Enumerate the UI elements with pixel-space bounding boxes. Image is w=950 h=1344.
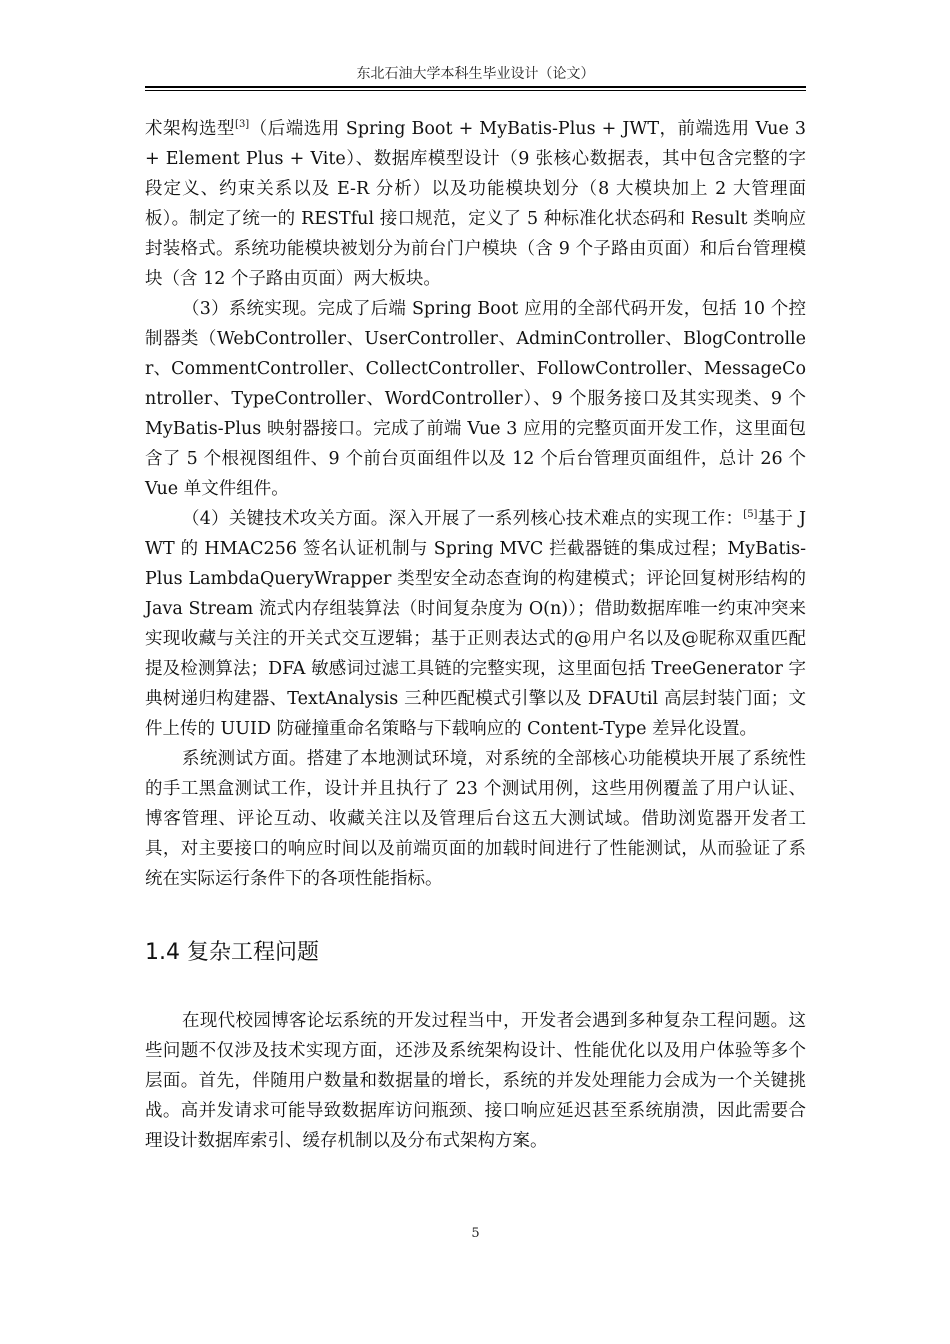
paragraph-testing: 系统测试方面。搭建了本地测试环境，对系统的全部核心功能模块开展了系统性的手工黑盒测试工作，设计并且执行了 23 个测试用例，这些用例覆盖了用户认证、博客管理、评论互动、收藏关注以及管理后台这五大测试域。借助浏览器开发者工具，对主要接口的响应时间以及前端页面的加载时间进行了性能测试，从而验证了系统在实际运行条件下的各项性能指标。 — [145, 749, 806, 889]
paragraph-text: 基于 JWT 的 HMAC256 签名认证机制与 Spring MVC 拦截器链的集成过程；MyBatis-Plus LambdaQueryWrapper 类型安全动态查询的构建模式；评论回复树形结构的 Java Stream 流式内存组装算法（时间复杂度为 O(n)）；借助数据库唯一约束冲突来实现收藏与关注的开关式交互逻辑；基于正则表达式的@用户名以及@昵称双重匹配提及检测算法；DFA 敏感词过滤工具链的完整实现，这里面包括 TreeGenerator 字典树递归构建器、TextAnalysis 三种匹配模式引擎以及 DFAUtil 高层封装门面；文件上传的 UUID 防碰撞重命名策略与下载响应的 Content-Type 差异化设置。 — [145, 509, 807, 739]
paragraph-architecture — [145, 114, 806, 294]
header-rule-thin — [145, 90, 806, 91]
section-heading: 1.4 复杂工程问题 — [145, 940, 319, 965]
citation-ref: [3] — [235, 119, 250, 130]
paragraph-text: 术架构选型 — [145, 119, 236, 139]
page-body — [145, 114, 806, 1156]
citation-ref: [5] — [743, 509, 758, 520]
paragraph-implementation: （3）系统实现。完成了后端 Spring Boot 应用的全部代码开发，包括 10 个控制器类（WebController、UserController、AdminController、BlogController、CommentController、CollectController、FollowController、MessageController、TypeController、WordController）、9 个服务接口及其实现类、9 个 MyBatis-Plus 映射器接口。完成了前端 Vue 3 应用的完整页面开发工作，这里面包含了 5 个根视图组件、9 个前台页面组件以及 12 个后台管理页面组件，总计 26 个 Vue 单文件组件。 — [145, 299, 806, 499]
paragraph-text: （4）关键技术攻关方面。深入开展了一系列核心技术难点的实现工作： — [182, 509, 744, 529]
paragraph-text: （后端选用 Spring Boot + MyBatis-Plus + JWT，前端选用 Vue 3 + Element Plus + Vite）、数据库模型设计（9 张核心数据表，其中包含完整的字段定义、约束关系以及 E-R 分析）以及功能模块划分（8 大模块加上 2 大管理面板）。制定了统一的 RESTful 接口规范，定义了 5 种标准化状态码和 Result 类响应封装格式。系统功能模块被划分为前台门户模块（含 9 个子路由页面）和后台管理模块（含 12 个子路由页面）两大板块。 — [145, 119, 806, 289]
page-number: 5 — [471, 1226, 480, 1241]
paragraph-complex-problems: 在现代校园博客论坛系统的开发过程当中，开发者会遇到多种复杂工程问题。这些问题不仅涉及技术实现方面，还涉及系统架构设计、性能优化以及用户体验等多个层面。首先，伴随用户数量和数据量的增长，系统的并发处理能力会成为一个关键挑战。高并发请求可能导致数据库访问瓶颈、接口响应延迟甚至系统崩溃，因此需要合理设计数据库索引、缓存机制以及分布式架构方案。 — [145, 1011, 806, 1151]
page-header: 东北石油大学本科生毕业设计（论文） — [356, 66, 595, 82]
header-rule — [145, 86, 806, 88]
paragraph-key-tech — [145, 504, 806, 744]
